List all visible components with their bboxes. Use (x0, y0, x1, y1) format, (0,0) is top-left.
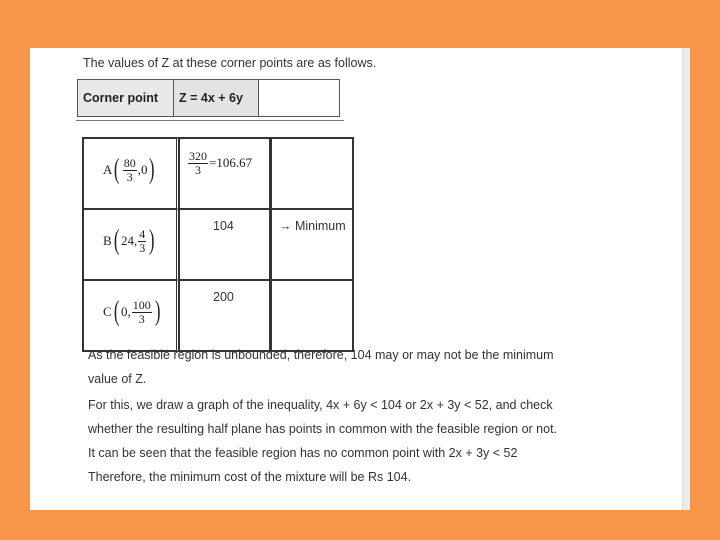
paragraph-line: It can be seen that the feasible region has no common point with 2x + 3y < 52 (88, 446, 518, 460)
paragraph-line: For this, we draw a graph of the inequality, 4x + 6y < 104 or 2x + 3y < 52, and check (88, 398, 553, 412)
note-cell (271, 138, 353, 209)
point-label: B (103, 233, 112, 248)
intro-text: The values of Z at these corner points are as follows. (83, 56, 377, 70)
corner-point-cell: A ( $\frac{80}{3}$ , 0 ) (83, 138, 179, 209)
scrollbar[interactable] (682, 48, 690, 510)
z-value-cell: $\frac{320}{3}$ =106.67 (179, 138, 271, 209)
fraction: $\frac{320}{3}$ (189, 149, 207, 177)
corner-point-cell: C ( 0, $\frac{100}{3}$ ) (83, 280, 179, 351)
point-label: A (103, 162, 113, 177)
paragraph-line: value of Z. (88, 372, 147, 386)
note-cell (271, 280, 353, 351)
fraction: $\frac{4}{3}$ (139, 226, 146, 255)
fraction: $\frac{100}{3}$ (132, 297, 151, 326)
corner-points-table (82, 137, 354, 352)
paragraph-line: As the feasible region is unbounded, therefore, 104 may or may not be the minimum (88, 348, 554, 362)
table-row (83, 138, 353, 209)
header-corner-point: Corner point (78, 80, 174, 117)
minimum-label: → Minimum (279, 219, 346, 233)
z-value-cell: 200 (179, 280, 271, 351)
note-cell (271, 209, 353, 280)
z-value-cell: 104 (179, 209, 271, 280)
header-underline (76, 117, 344, 121)
table-row (83, 209, 353, 280)
header-empty (259, 80, 340, 117)
paragraph-line: whether the resulting half plane has points in common with the feasible region or not. (88, 422, 558, 436)
fraction: $\frac{80}{3}$ (123, 155, 136, 184)
corner-point-cell: B ( 24, $\frac{4}{3}$ ) (83, 209, 179, 280)
header-table (77, 79, 340, 117)
paragraph-line: Therefore, the minimum cost of the mixture will be Rs 104. (88, 470, 412, 484)
header-z-formula: Z = 4x + 6y (174, 80, 259, 117)
document-page (30, 48, 690, 510)
point-label: C (103, 304, 112, 319)
table-row (83, 280, 353, 351)
